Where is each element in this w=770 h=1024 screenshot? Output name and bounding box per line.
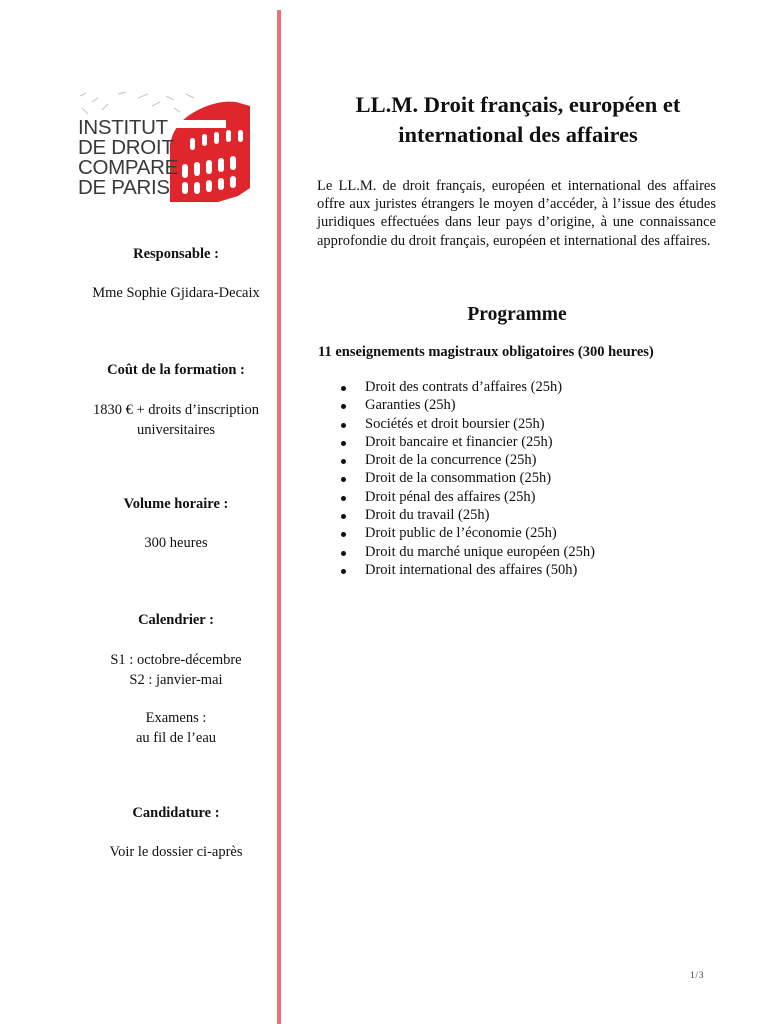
list-item: Droit pénal des affaires (25h): [340, 488, 595, 506]
semester-line: S1 : octobre-décembre: [110, 652, 242, 668]
list-item: Droit bancaire et financier (25h): [340, 433, 595, 451]
programme-subheading: 11 enseignements magistraux obligatoires (300 heures): [318, 344, 654, 360]
cout-value-line: universitaires: [136, 422, 216, 438]
responsable-value: Mme Sophie Gjidara-Decaix: [92, 285, 260, 301]
cout-section: [70, 362, 282, 379]
cout-value-line: 1830 € + droits d’inscription: [92, 402, 260, 418]
list-item: Droit du marché unique européen (25h): [340, 543, 595, 561]
logo-line: DE PARIS: [78, 176, 170, 199]
calendrier-section: [70, 612, 282, 629]
exam-line: Examens :: [145, 710, 207, 726]
institute-logo: [78, 92, 256, 220]
semester-line: S2 : janvier-mai: [129, 672, 223, 688]
list-item: Droit des contrats d’affaires (25h): [340, 378, 595, 396]
list-item: Droit international des affaires (50h): [340, 561, 595, 579]
volume-value: 300 heures: [144, 535, 208, 551]
responsable-label: Responsable :: [133, 246, 219, 262]
list-item: Sociétés et droit boursier (25h): [340, 415, 595, 433]
volume-section: [70, 496, 282, 513]
cout-value-block: [70, 400, 282, 440]
candidature-label: Candidature :: [132, 805, 220, 821]
cout-label: Coût de la formation :: [107, 362, 245, 378]
calendrier-exams: [70, 708, 282, 748]
responsable-value-block: [70, 285, 282, 302]
volume-label: Volume horaire :: [123, 496, 229, 512]
page-title: LL.M. Droit français, européen et international des affaires: [355, 92, 681, 147]
course-list: [340, 378, 595, 579]
calendrier-semesters: [70, 650, 282, 690]
list-item: Droit de la consommation (25h): [340, 469, 595, 487]
intro-paragraph: Le LL.M. de droit français, européen et international des affaires offre aux juristes étrangers le moyen d’accéder, à l’issue des études juridiques effectuées dans leur pays d’origine, à une connaissance approfondie du droit français, européen et international des affaires.: [317, 178, 716, 249]
candidature-value: Voir le dossier ci-après: [109, 844, 243, 860]
logo-line: INSTITUT: [78, 116, 168, 139]
list-item: Droit public de l’économie (25h): [340, 524, 595, 542]
vertical-divider: [277, 10, 281, 1024]
list-item: Droit de la concurrence (25h): [340, 451, 595, 469]
candidature-section: [70, 805, 282, 822]
page-number: 1/3: [690, 970, 705, 980]
programme-heading: Programme: [467, 304, 567, 325]
responsable-section: [70, 246, 282, 263]
logo-line: DE DROIT: [78, 136, 174, 159]
candidature-value-block: [70, 844, 282, 861]
logo-wordmark: [78, 118, 178, 198]
calendrier-label: Calendrier :: [138, 612, 214, 628]
list-item: Droit du travail (25h): [340, 506, 595, 524]
logo-line: COMPARE: [78, 156, 179, 179]
exam-line: au fil de l’eau: [135, 730, 217, 746]
volume-value-block: [70, 535, 282, 552]
list-item: Garanties (25h): [340, 396, 595, 414]
